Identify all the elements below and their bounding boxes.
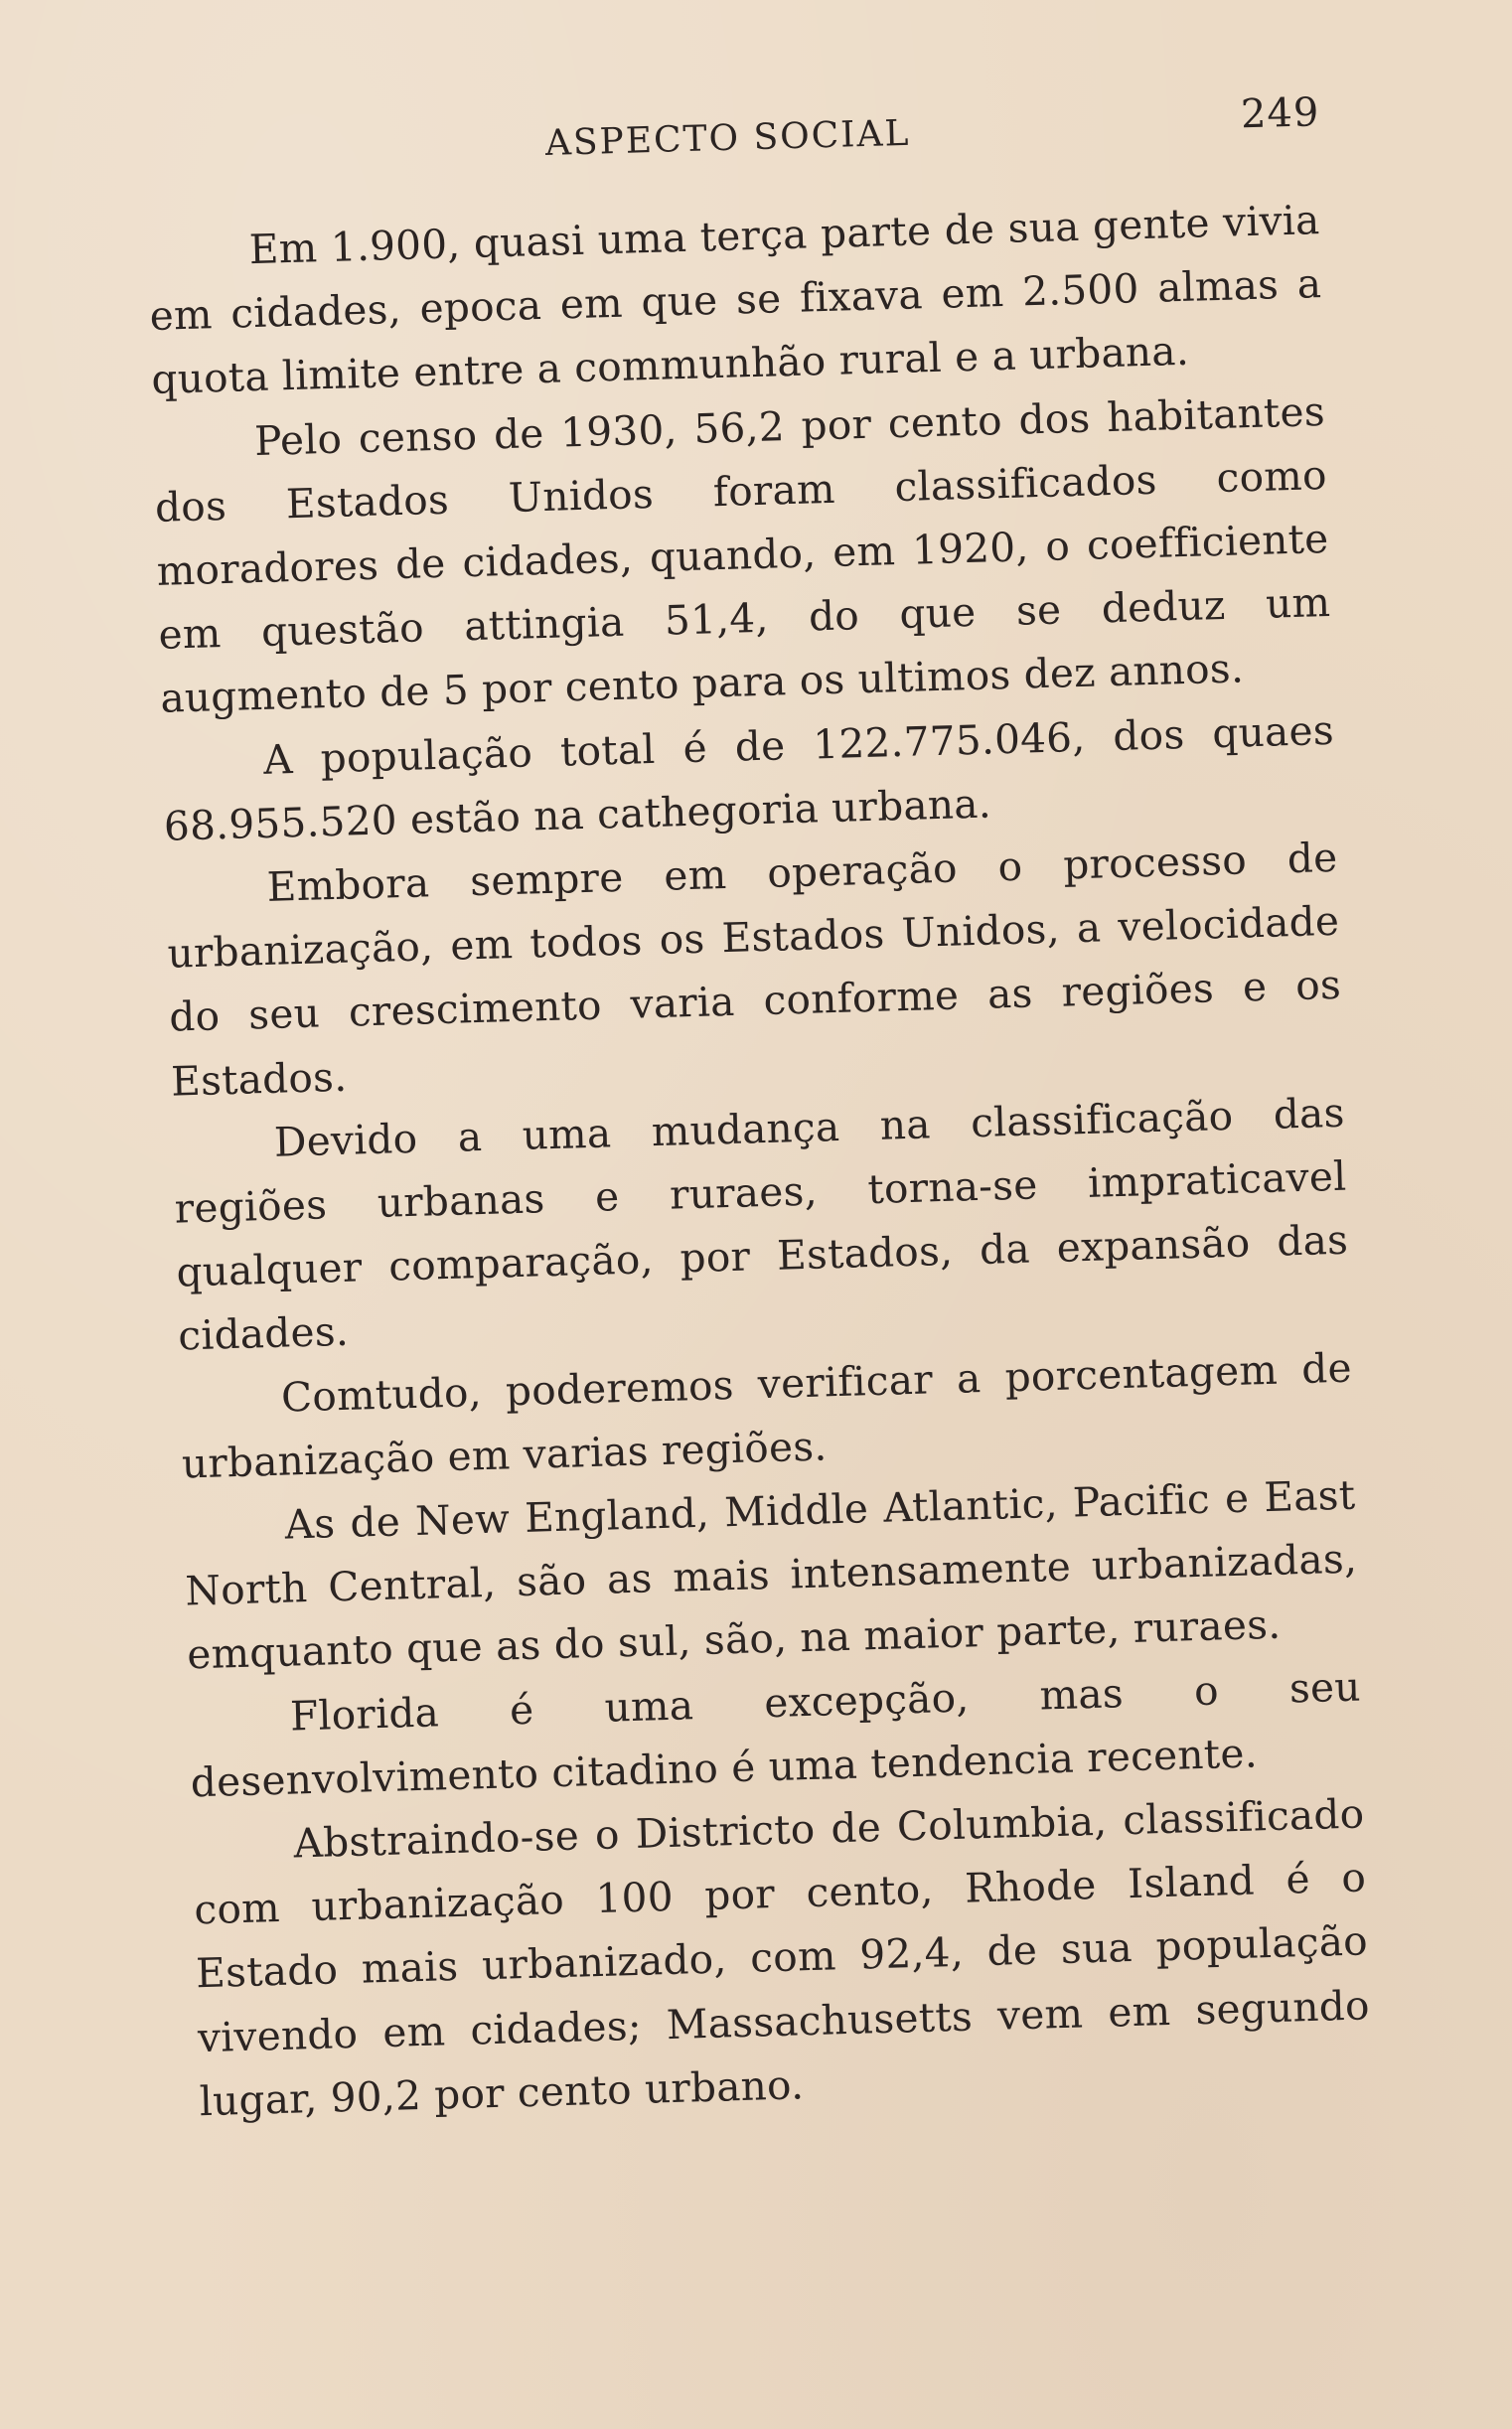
paragraph: Devido a uma mudança na classificação das regiões urbanas e ruraes, torna-se impraticavel qualquer comparação, por Estados, da expansão das cidades. [174,1088,1349,1361]
paragraph: Em 1.900, quasi uma terça parte de sua gente vivia em cidades, epoca em que se fixava em 2.500 almas a quota limite entre a communhão rural e a urbana. [149,196,1322,404]
paragraph: Embora sempre em operação o processo de urbanização, em todos os Estados Unidos, a velocidade do seu crescimento varia conforme as regiões e os Estados. [166,833,1342,1106]
paragraph: Florida é uma excepção, mas o seu desenvolvimento citadino é uma tendencia recente. [190,1662,1362,1807]
paragraph: Abstraindo-se o Districto de Columbia, classificado com urbanização 100 por cento, Rhode Island é o Estado mais urbanizado, com 92,4, de sua população vivendo em cidades; Massachusetts vem em segundo lugar, 90,2 por cento urbano. [193,1789,1371,2126]
page-number: 249 [1240,89,1320,138]
paragraph: A população total é de 122.775.046, dos quaes 68.955.520 estão na cathegoria urbana. [163,705,1335,850]
body-text [147,188,1372,2133]
running-head-title: ASPECTO SOCIAL [544,112,911,164]
paragraph: As de New England, Middle Atlantic, Pacific e East North Central, são as mais intensamente urbanizadas, emquanto que as do sul, são, na maior parte, ruraes. [184,1470,1358,1679]
paragraph: Pelo censo de 1930, 56,2 por cento dos habitantes dos Estados Unidos foram classificados como moradores de cidades, quando, em 1920, o coefficiente em questão attingia 51,4, do que se deduz um augmento de 5 por cento para os ultimos dez annos. [154,386,1331,723]
paragraph: Comtudo, poderemos verificar a porcentagem de urbanização em varias regiões. [181,1343,1353,1488]
running-head [544,89,1320,171]
